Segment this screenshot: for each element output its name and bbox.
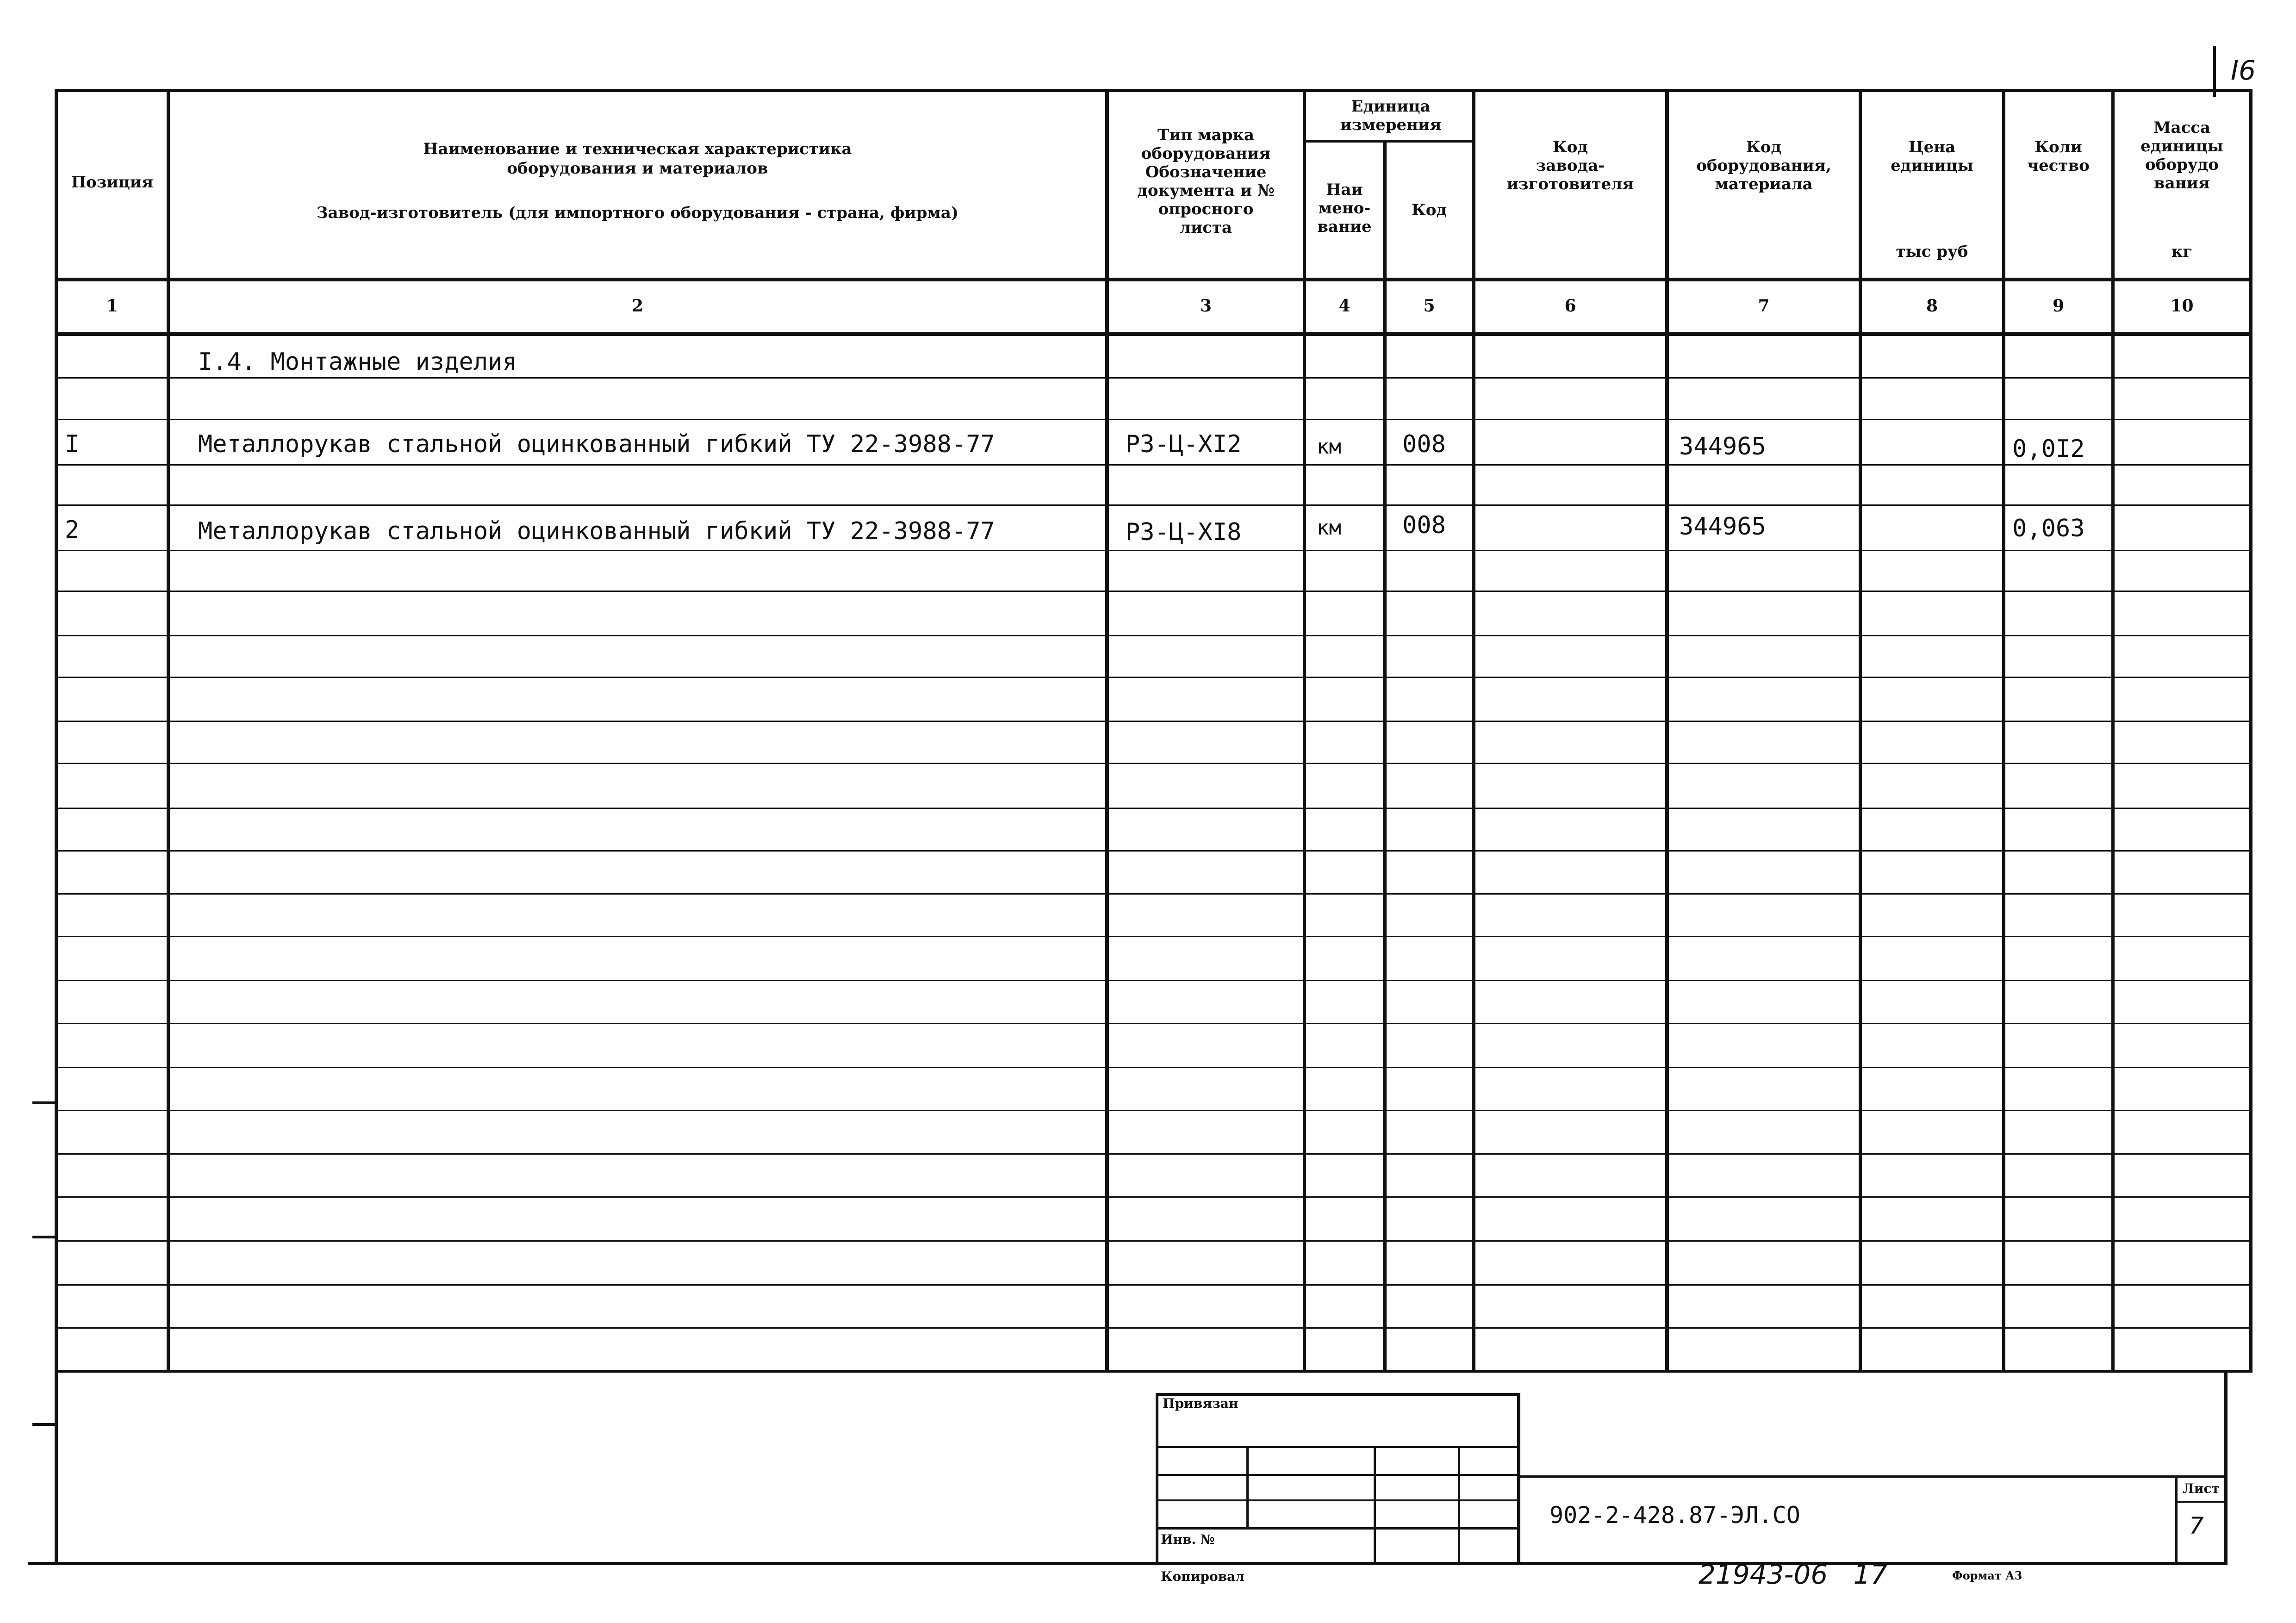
- row-material-code: 344965: [1679, 433, 1766, 460]
- stamp-sheet-number: 7: [2189, 1512, 2204, 1539]
- row-unit-code: 008: [1402, 511, 1446, 539]
- stamp-bound-label: Привязан: [1163, 1396, 1238, 1411]
- row-unit-name: км: [1317, 435, 1341, 459]
- row-unit-code: 008: [1402, 430, 1446, 458]
- page-number: I6: [2231, 55, 2256, 86]
- row-quantity: 0,063: [2012, 515, 2085, 542]
- row-position: 2: [65, 516, 80, 544]
- row-name: Металлорукав стальной оцинкованный гибкий ТУ 22-3988-77: [198, 430, 995, 458]
- row-type: Р3-Ц-ХI8: [1126, 518, 1242, 546]
- footer-handwritten-number: 21943-06 17: [1699, 1559, 1888, 1590]
- footer-copied-label: Копировал: [1161, 1569, 1245, 1584]
- header-name-line1: Наименование и техническая характеристика: [423, 140, 852, 158]
- stamp-inv-label: Инв. №: [1161, 1532, 1215, 1547]
- header-position: Позиция: [71, 173, 154, 192]
- header-unit-code: Код: [1411, 201, 1447, 219]
- section-title: I.4. Монтажные изделия: [198, 348, 517, 376]
- row-quantity: 0,0I2: [2012, 435, 2085, 463]
- row-name: Металлорукав стальной оцинкованный гибкий ТУ 22-3988-77: [198, 517, 995, 545]
- stamp-sheet-label: Лист: [2183, 1481, 2220, 1496]
- footer-format-label: Формат А3: [1952, 1569, 2022, 1582]
- row-material-code: 344965: [1679, 513, 1766, 541]
- header-name-line3: Завод-изготовитель (для импортного оборудования - страна, фирма): [316, 204, 958, 222]
- row-type: Р3-Ц-ХI2: [1126, 430, 1242, 458]
- row-position: I: [65, 430, 80, 458]
- header-name-line2: оборудования и материалов: [507, 159, 768, 178]
- row-unit-name: км: [1317, 516, 1341, 540]
- stamp-doc-code: 902-2-428.87-ЭЛ.СО: [1549, 1502, 1800, 1529]
